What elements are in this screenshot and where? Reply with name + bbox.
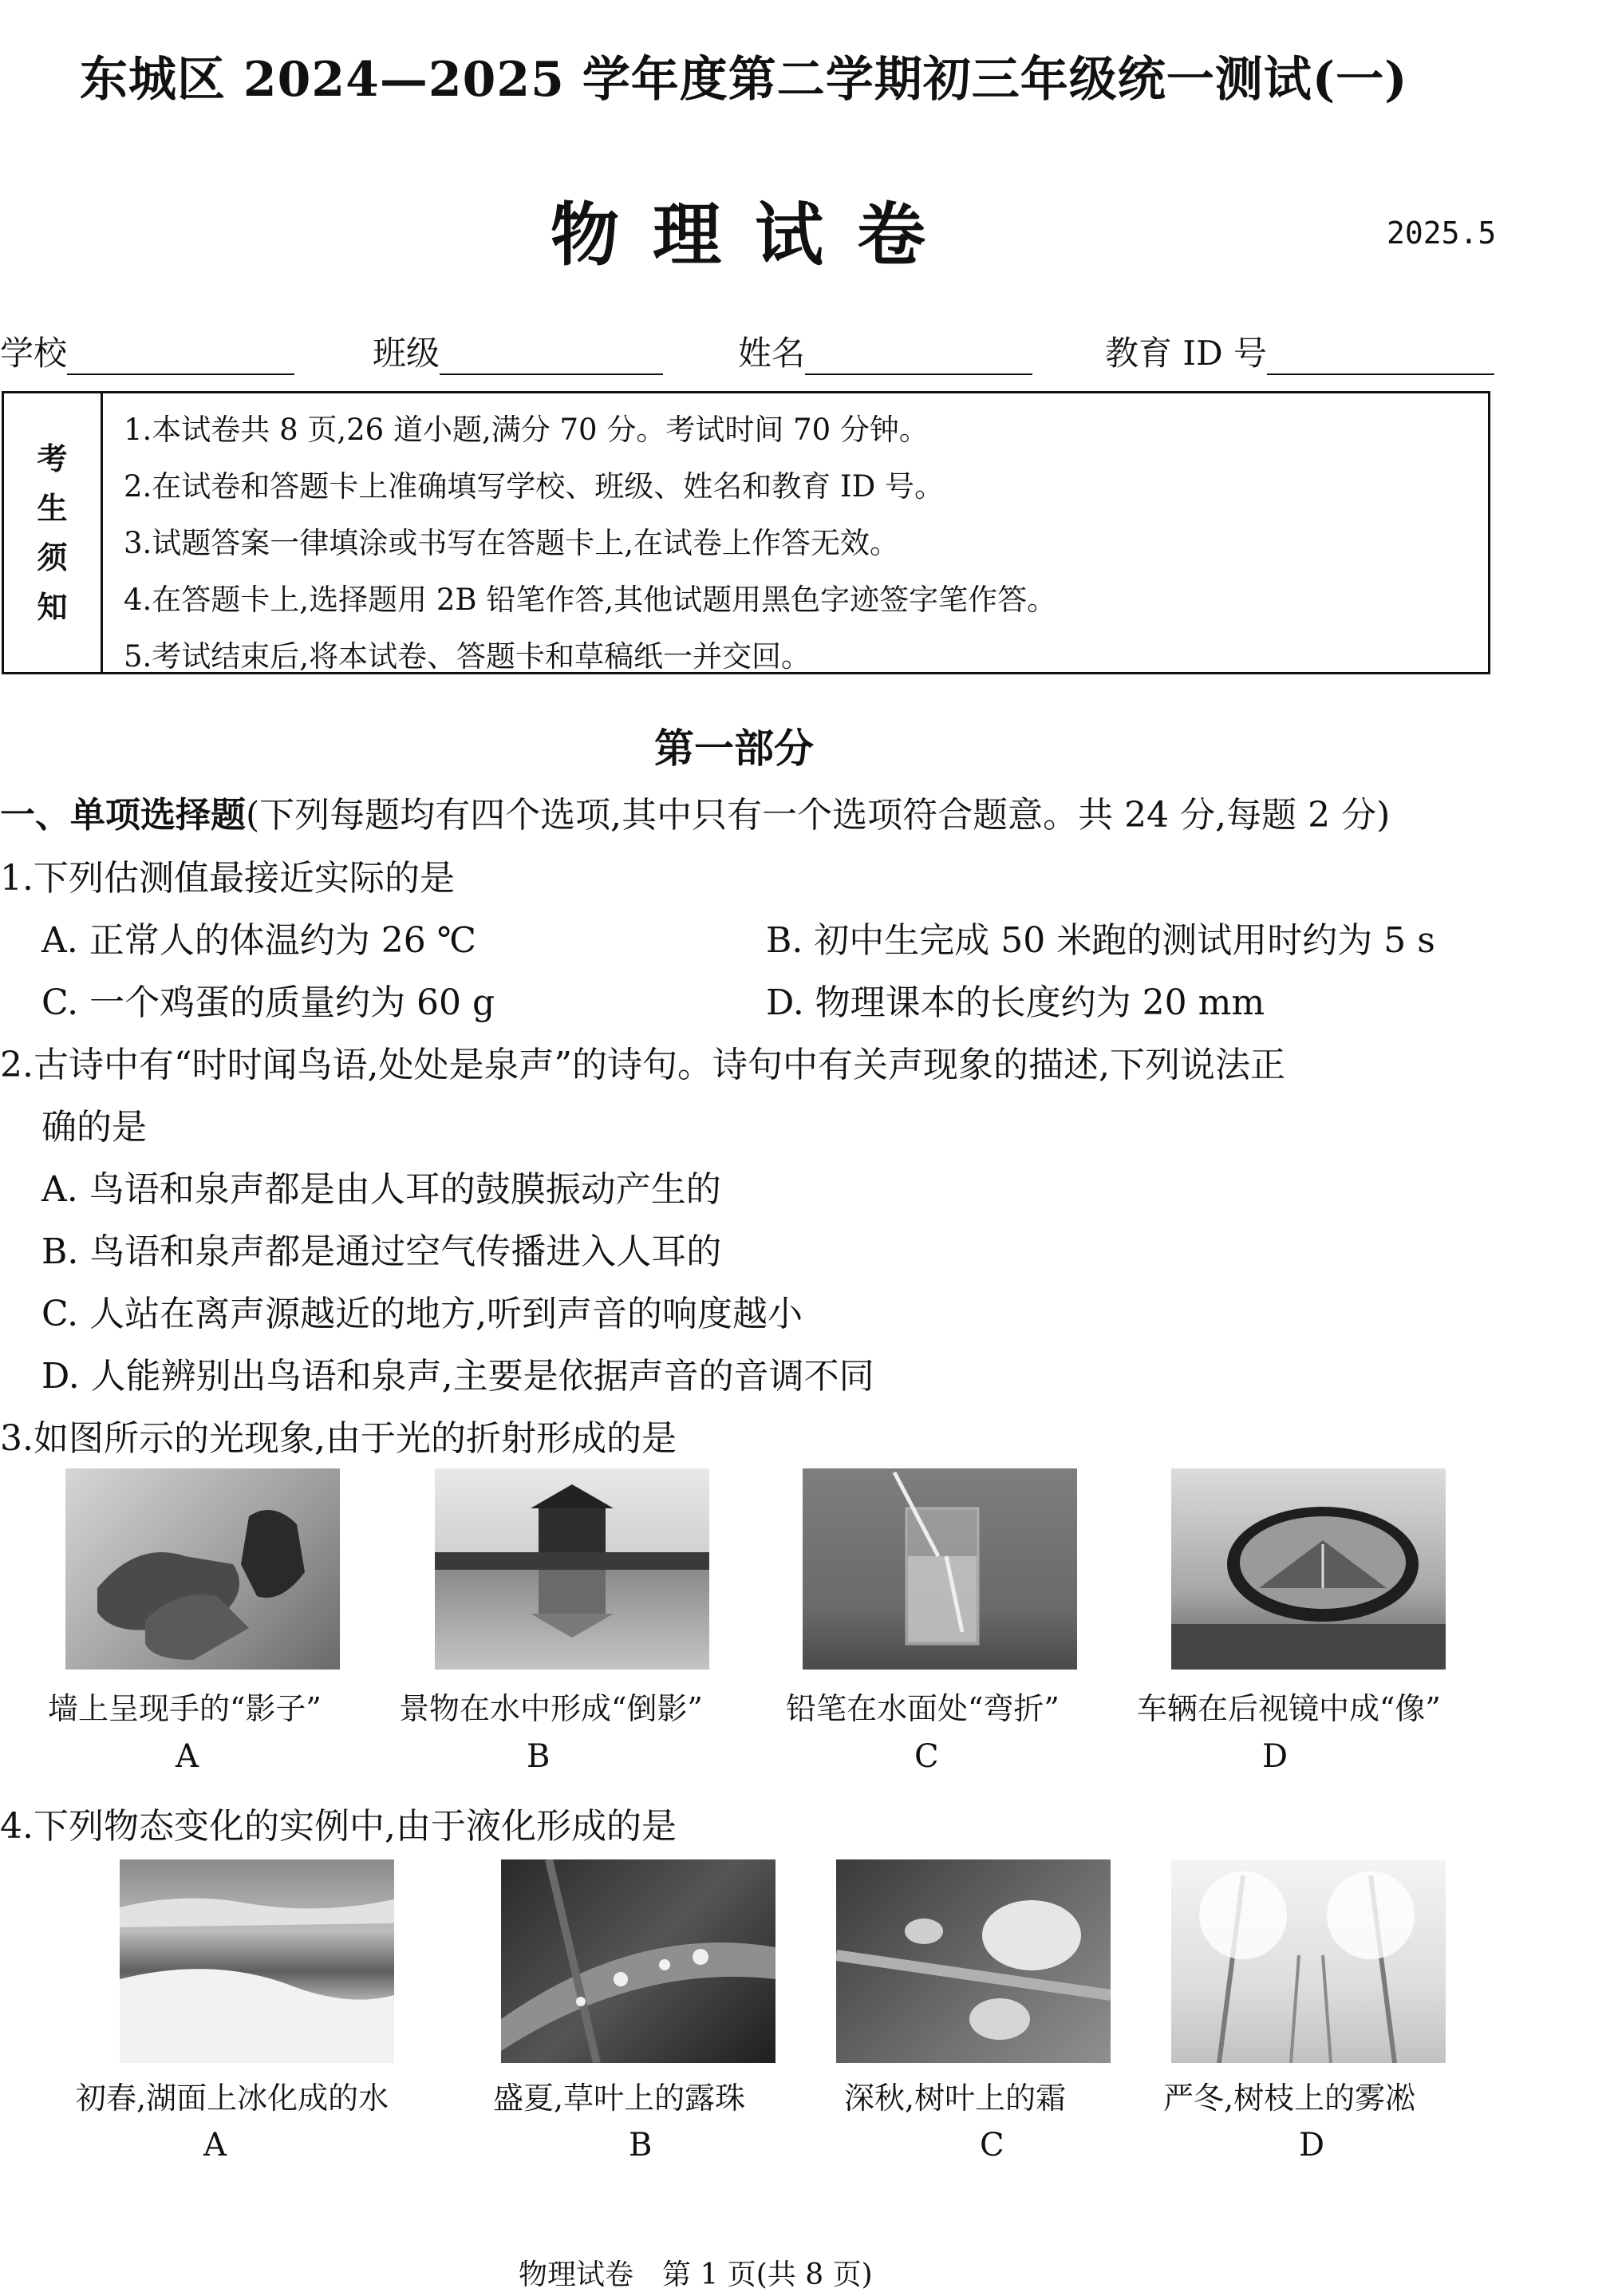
q1-option-b[interactable]: B. 初中生完成 50 米跑的测试用时约为 5 s	[766, 920, 1435, 961]
q3-photo-reflection	[435, 1468, 709, 1670]
page-footer: 物理试卷 第 1 页(共 8 页)	[519, 2258, 873, 2291]
student-info-row	[0, 327, 1492, 375]
q1-option-d[interactable]: D. 物理课本的长度约为 20 mm	[766, 982, 1265, 1023]
q1-stem: 1.下列估测值最接近实际的是	[0, 858, 455, 899]
q4-letter-b[interactable]: B	[629, 2127, 653, 2164]
name-blank[interactable]	[805, 342, 1032, 375]
q3-letter-d[interactable]: D	[1262, 1738, 1289, 1775]
q2-stem: 2.古诗中有“时时闻鸟语,处处是泉声”的诗句。诗句中有关声现象的描述,下列说法正	[0, 1045, 1285, 1085]
paper-title: 物理试卷	[551, 195, 959, 275]
part-title: 第一部分	[654, 725, 814, 772]
notice-item: 4.在答题卡上,选择题用 2B 铅笔作答,其他试题用黑色字迹签字笔作答。	[124, 583, 1057, 617]
q2-option-a[interactable]: A. 鸟语和泉声都是由人耳的鼓膜振动产生的	[41, 1169, 721, 1210]
q4-letter-a[interactable]: A	[203, 2127, 227, 2164]
pencil-glass-illustration	[803, 1468, 1077, 1670]
notice-item: 5.考试结束后,将本试卷、答题卡和草稿纸一并交回。	[124, 639, 811, 674]
q3-letter-a[interactable]: A	[176, 1738, 199, 1775]
q3-letter-c[interactable]: C	[914, 1738, 939, 1775]
school-label: 学校	[0, 334, 68, 373]
q2-option-b[interactable]: B. 鸟语和泉声都是通过空气传播进入人耳的	[41, 1231, 722, 1272]
edu-id-field[interactable]	[1105, 327, 1494, 375]
section-instruction: (下列每题均有四个选项,其中只有一个选项符合题意。共 24 分,每题 2 分)	[246, 795, 1391, 836]
q4-photo-rime-trees	[1171, 1859, 1446, 2063]
name-field[interactable]	[738, 327, 1032, 375]
q2-option-d[interactable]: D. 人能辨别出鸟语和泉声,主要是依据声音的音调不同	[41, 1356, 874, 1397]
q1-option-a[interactable]: A. 正常人的体温约为 26 ℃	[41, 920, 476, 961]
notice-label-char: 知	[37, 588, 68, 625]
notice-item: 1.本试卷共 8 页,26 道小题,满分 70 分。考试时间 70 分钟。	[124, 413, 929, 447]
class-label: 班级	[373, 334, 440, 373]
q4-caption-d: 严冬,树枝上的雾凇	[1163, 2081, 1416, 2116]
notice-label-char: 须	[37, 539, 68, 575]
rear-mirror-illustration	[1171, 1468, 1446, 1670]
edu-id-label: 教育 ID 号	[1105, 334, 1267, 373]
q3-caption-d: 车辆在后视镜中成“像”	[1137, 1691, 1441, 1726]
q1-option-c[interactable]: C. 一个鸡蛋的质量约为 60 g	[41, 982, 495, 1023]
q4-photo-melting-lake	[120, 1859, 394, 2063]
q2-stem-cont: 确的是	[41, 1107, 147, 1148]
class-field[interactable]	[373, 327, 663, 375]
q3-caption-b: 景物在水中形成“倒影”	[399, 1691, 703, 1726]
reflection-illustration	[435, 1468, 709, 1670]
notice-label-char: 生	[37, 489, 68, 526]
q3-photo-hand-shadow	[65, 1468, 340, 1670]
notice-item: 2.在试卷和答题卡上准确填写学校、班级、姓名和教育 ID 号。	[124, 469, 945, 504]
q4-caption-b: 盛夏,草叶上的露珠	[493, 2081, 746, 2116]
school-field[interactable]	[0, 327, 294, 375]
exam-header-title: 东城区 2024—2025 学年度第二学期初三年级统一测试(一)	[80, 52, 1408, 108]
q4-stem: 4.下列物态变化的实例中,由于液化形成的是	[0, 1806, 677, 1847]
paper-date: 2025.5	[1387, 215, 1497, 251]
notice-list	[124, 401, 1056, 685]
dew-grass-illustration	[501, 1859, 775, 2063]
q4-letter-c[interactable]: C	[980, 2127, 1004, 2164]
q3-caption-a: 墙上呈现手的“影子”	[48, 1691, 322, 1726]
notice-label-char: 考	[37, 440, 68, 476]
edu-id-blank[interactable]	[1267, 342, 1494, 375]
frost-leaf-illustration	[836, 1859, 1111, 2063]
class-blank[interactable]	[440, 342, 663, 375]
q3-stem: 3.如图所示的光现象,由于光的折射形成的是	[0, 1418, 677, 1459]
q2-option-c[interactable]: C. 人站在离声源越近的地方,听到声音的响度越小	[41, 1294, 803, 1334]
melting-lake-illustration	[120, 1859, 394, 2063]
q4-letter-d[interactable]: D	[1299, 2127, 1325, 2164]
hand-shadow-illustration	[65, 1468, 340, 1670]
exam-notice-box	[2, 391, 1490, 674]
q4-photo-dew-grass	[501, 1859, 775, 2063]
school-blank[interactable]	[67, 342, 294, 375]
notice-label	[4, 393, 103, 672]
name-label: 姓名	[738, 334, 806, 373]
q3-photo-pencil-water	[803, 1468, 1077, 1670]
q3-caption-c: 铅笔在水面处“弯折”	[786, 1691, 1060, 1726]
section-title: 一、单项选择题	[0, 795, 246, 836]
q3-letter-b[interactable]: B	[527, 1738, 551, 1775]
rime-trees-illustration	[1171, 1859, 1446, 2063]
section-heading	[0, 786, 1390, 837]
q4-caption-a: 初春,湖面上冰化成的水	[76, 2081, 389, 2116]
q4-photo-frost-leaf	[836, 1859, 1111, 2063]
q3-photo-rear-mirror	[1171, 1468, 1446, 1670]
notice-item: 3.试题答案一律填涂或书写在答题卡上,在试卷上作答无效。	[124, 526, 900, 560]
q4-caption-c: 深秋,树叶上的霜	[844, 2081, 1067, 2116]
